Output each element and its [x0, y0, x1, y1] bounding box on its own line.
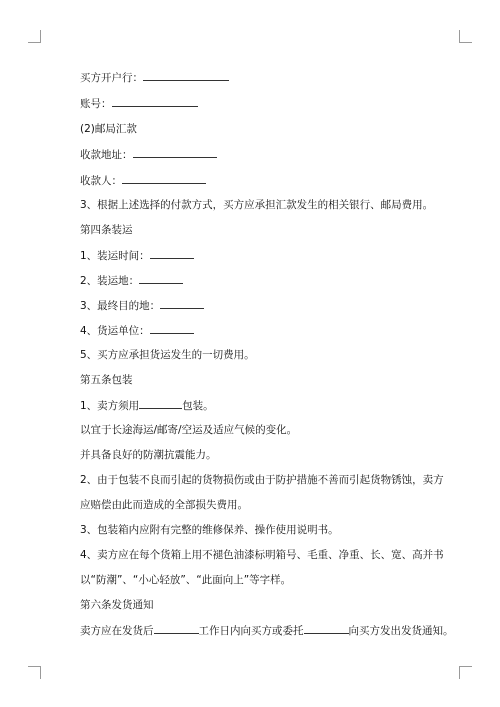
packaging-after: 包装。: [182, 400, 214, 412]
packaging-line-1: [80, 398, 214, 413]
destination-line: [80, 298, 204, 313]
working-days-blank: [154, 623, 199, 634]
crop-mark-bottom-right: [459, 666, 472, 679]
crop-mark-top-right: [459, 30, 472, 43]
shipping-place-blank: [139, 273, 183, 284]
freight-cost-line: 5、买方应承担货运发生的一切费用。: [80, 349, 255, 361]
payee-line: [80, 173, 206, 188]
manual-clause-line: 3、包装箱内应附有完整的维修保养、操作使用说明书。: [80, 524, 339, 536]
receiving-address-label: 收款地址：: [80, 149, 133, 161]
marking-clause-line-1: 4、卖方应在每个货箱上用不褪色油漆标明箱号、毛重、净重、长、宽、高并书: [80, 549, 444, 561]
shipment-notice-middle: 工作日内向买方或委托: [198, 625, 304, 637]
payee-blank: [122, 173, 206, 184]
crop-mark-bottom-left: [28, 666, 41, 679]
shipment-notice-after: 向买方发出发货通知。: [348, 625, 454, 637]
shipping-place-line: [80, 273, 183, 288]
item-3-text: 3、根据上述选择的付款方式，买方应承担汇款发生的相关银行、邮局费用。: [80, 199, 434, 211]
packaging-line-2: 以宜于长途海运/邮寄/空运及适应气候的变化。: [80, 424, 298, 436]
marking-clause-line-2: 以“防潮”、“小心轻放”、“此面向上”等字样。: [80, 574, 292, 586]
account-blank: [112, 96, 198, 107]
payee-label: 收款人：: [80, 175, 122, 187]
bank-blank: [143, 70, 229, 81]
shipping-time-blank: [150, 248, 194, 259]
account-line: [80, 96, 198, 111]
bank-label: 买方开户行：: [80, 72, 143, 84]
packaging-line-3: 并具备良好的防潮抗震能力。: [80, 449, 217, 461]
damage-clause-line-1: 2、由于包装不良而引起的货物损伤或由于防护措施不善而引起货物锈蚀，卖方: [80, 474, 444, 486]
receiving-address-blank: [133, 147, 217, 158]
postal-remittance-line: (2)邮局汇款: [80, 123, 137, 135]
shipping-place-label: 2、装运地：: [80, 275, 140, 287]
article-4-heading: 第四条装运: [80, 224, 133, 236]
destination-blank: [160, 298, 204, 309]
shipment-notice-line: [80, 623, 454, 638]
article-5-heading: 第五条包装: [80, 374, 133, 386]
agent-blank: [304, 623, 349, 634]
document-page: [80, 0, 460, 707]
freight-unit-blank: [150, 323, 194, 334]
damage-clause-line-2: 应赔偿由此而造成的全部损失费用。: [80, 499, 248, 511]
shipping-time-line: [80, 248, 194, 263]
destination-label: 3、最终目的地：: [80, 300, 161, 312]
article-6-heading: 第六条发货通知: [80, 599, 154, 611]
packaging-blank: [139, 398, 182, 409]
shipping-time-label: 1、装运时间：: [80, 250, 150, 262]
shipment-notice-before: 卖方应在发货后: [80, 625, 154, 637]
crop-mark-top-left: [28, 30, 41, 43]
account-label: 账号：: [80, 98, 112, 110]
packaging-before: 1、卖方须用: [80, 400, 140, 412]
freight-unit-line: [80, 323, 194, 338]
freight-unit-label: 4、货运单位：: [80, 325, 150, 337]
bank-line: [80, 70, 229, 85]
receiving-address-line: [80, 147, 217, 162]
